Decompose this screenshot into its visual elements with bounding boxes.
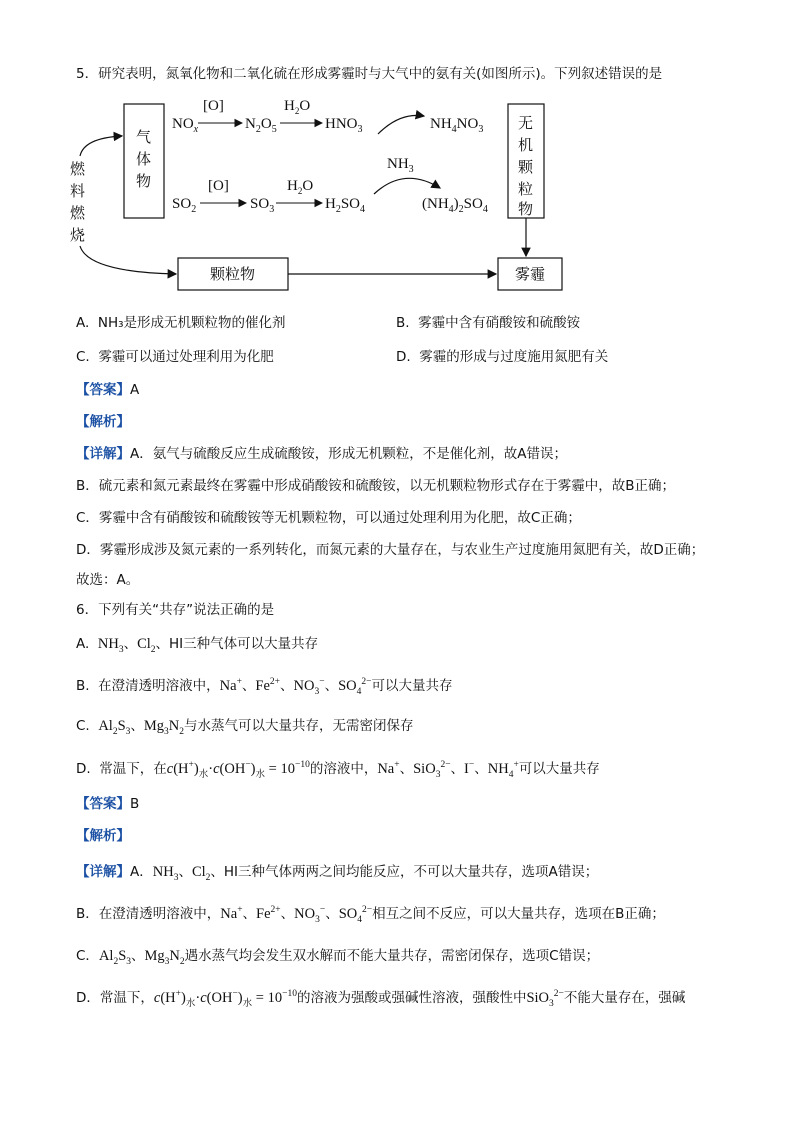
q6-option-a: A. $NH_3$、$Cl_2$、HI三种气体可以大量共存	[76, 636, 319, 655]
q5-analysis-heading: 【解析】	[76, 414, 130, 430]
svg-text:NOx: $NO_x$	[172, 116, 199, 135]
svg-text:无: 无	[518, 114, 534, 132]
q6-option-b: B. 在澄清透明溶液中，Na+、$Fe^{2+}$、$NO_3^-$、$SO_4^{2-}$可以大量共存	[76, 677, 453, 697]
svg-text:NH4NO3: $NH_4NO_3$	[430, 116, 484, 135]
burn-to-particle-arrow	[80, 246, 176, 274]
svg-text:粒: 粒	[518, 180, 534, 198]
q6-detail-d: D．常温下，$c(H^+)_水\cdot c(OH^-)_水 = 10^{-10}$的溶液为强酸或强碱性溶液，强酸性中SiO$_3^{2-}$不能大量存在，强碱	[76, 989, 686, 1009]
svg-text:机: 机	[518, 136, 534, 154]
svg-text:料: 料	[70, 182, 86, 200]
smog-formation-diagram	[60, 96, 620, 296]
burn-to-gas-arrow	[80, 136, 122, 156]
svg-text:HNO3: $HNO_3$	[325, 116, 363, 135]
svg-text:NH3: $NH_3$	[387, 156, 414, 175]
particle-box-label: 颗粒物	[210, 265, 256, 283]
svg-text:[O]: [O]	[208, 178, 229, 194]
q6-detail-a: 【详解】A．$NH_3$、$Cl_2$、HI三种气体两两之间均能反应，不可以大量共存，选项A错误；	[76, 864, 599, 883]
q6-analysis-heading: 【解析】	[76, 828, 130, 844]
svg-text:H2SO4: $H_2SO_4$	[325, 196, 366, 215]
svg-text:SO3: $SO_3$	[250, 196, 275, 215]
svg-text:N2O5: $N_2O_5$	[245, 116, 277, 135]
q6-option-c: C. $Al_2S_3$、$Mg_3N_2$与水蒸气可以大量共存，无需密闭保存	[76, 718, 414, 737]
svg-text:(NH4)2SO4: $(NH_4)_2SO_4$	[422, 196, 488, 215]
q5-detail-d: D．雾霾形成涉及氮元素的一系列转化，而氮元素的大量存在，与农业生产过度施用氮肥有关，故D正确；	[76, 542, 705, 558]
q6-detail-c: C．$Al_2S_3$、$Mg_3N_2$遇水蒸气均会发生双水解而不能大量共存，需密闭保存，选项C错误；	[76, 948, 600, 967]
q6-option-d: D. 常温下，在$c(H^+)_水\cdot c(OH^-)_水 = 10^{-10}$的溶液中，Na+、SiO$_3^{2-}$、I−、$NH_4^+$可以大量共存	[76, 760, 600, 780]
svg-text:烧: 烧	[70, 226, 86, 244]
q5-conclusion: 故选：A。	[76, 572, 140, 588]
q6-stem: 6．下列有关“共存”说法正确的是	[76, 602, 275, 618]
q5-detail-a: 【详解】A．氨气与硫酸反应生成硫酸铵，形成无机颗粒，不是催化剂，故A错误；	[76, 446, 567, 462]
q6-detail-b: B．在澄清透明溶液中，Na+、$Fe^{2+}$、$NO_3^-$、$SO_4^{2-}$相互之间不反应，可以大量共存，选项在B正确；	[76, 905, 665, 925]
svg-text:[O]: [O]	[203, 98, 224, 114]
q5-detail-c: C．雾霾中含有硝酸铵和硫酸铵等无机颗粒物，可以通过处理利用为化肥，故C正确；	[76, 510, 581, 526]
svg-text:燃: 燃	[70, 160, 86, 178]
q5-stem: 5．研究表明，氮氧化物和二氧化硫在形成雾霾时与大气中的氨有关(如图所示)。下列叙述错误的是	[76, 66, 663, 82]
svg-text:H2O: $H_2O$	[287, 178, 314, 196]
svg-text:颗: 颗	[518, 158, 534, 176]
smog-box-label: 雾霾	[515, 265, 546, 283]
svg-text:燃: 燃	[70, 204, 86, 222]
svg-text:物: 物	[136, 172, 152, 190]
svg-text:体: 体	[136, 150, 152, 168]
q5-option-d: D. 雾霾的形成与过度施用氮肥有关	[396, 349, 609, 365]
q5-answer: 【答案】A	[76, 382, 140, 398]
gas-box-label: 气	[136, 128, 152, 146]
q5-option-b: B. 雾霾中含有硝酸铵和硫酸铵	[396, 315, 581, 331]
svg-text:SO2: $SO_2$	[172, 196, 197, 215]
svg-text:H2O: $H_2O$	[284, 98, 311, 116]
q5-option-c: C. 雾霾可以通过处理利用为化肥	[76, 349, 274, 365]
q5-detail-b: B．硫元素和氮元素最终在雾霾中形成硝酸铵和硫酸铵，以无机颗粒物形式存在于雾霾中，故B正确；	[76, 478, 676, 494]
svg-text:物: 物	[518, 200, 534, 218]
q6-answer: 【答案】B	[76, 796, 140, 812]
q5-option-a: A. NH₃是形成无机颗粒物的催化剂	[76, 315, 286, 331]
